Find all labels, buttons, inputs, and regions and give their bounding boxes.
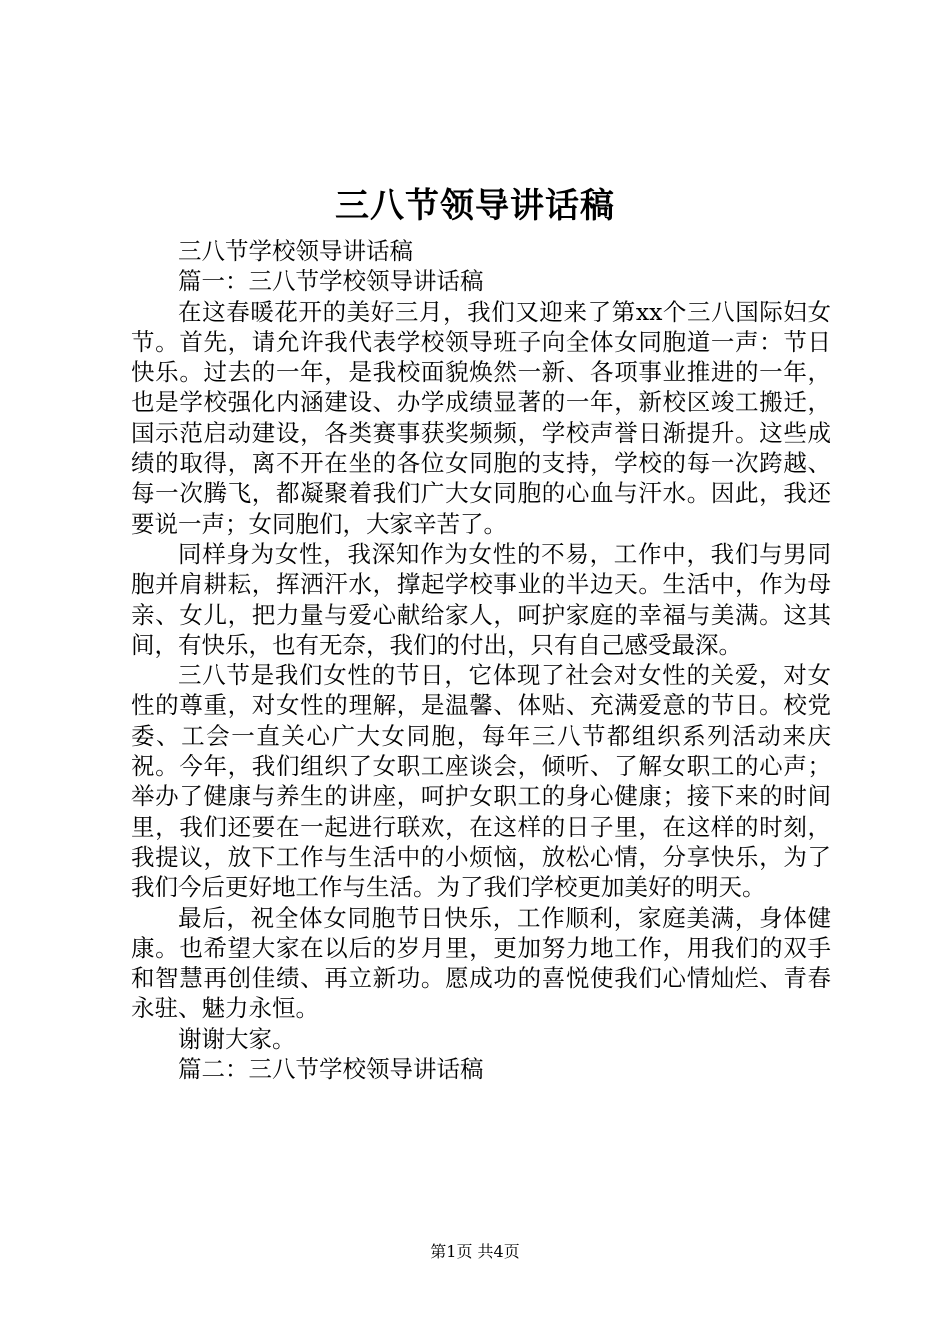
paragraph-section-two-heading: 篇二：三八节学校领导讲话稿: [178, 1055, 484, 1084]
paragraph-festival-activities: 三八节是我们女性的节日，它体现了社会对女性的关爱，对女性的尊重，对女性的理解，是温馨、体贴、充满爱意的节日。校党委、工会一直关心广大女同胞，每年三八节都组织系列活动来庆祝。今年，我们组织了女职工座谈会，倾听、了解女职工的心声；举办了健康与养生的讲座，呵护女职工的身心健康；接下来的时间里，我们还要在一起进行联欢，在这样的日子里，在这样的时刻，我提议，放下工作与生活中的小烦恼，放松心情，分享快乐，为了我们今后更好地工作与生活。为了我们学校更加美好的明天。: [131, 661, 831, 902]
paragraph-subtitle: 三八节学校领导讲话稿: [178, 237, 413, 265]
page-footer: [0, 1240, 950, 1264]
document-body: [131, 236, 831, 1084]
document-title: 三八节领导讲话稿: [335, 186, 615, 226]
paragraph-opening: 在这春暖花开的美好三月，我们又迎来了第xx个三八国际妇女节。首先，请允许我代表学校领导班子向全体女同胞道一声：节日快乐。过去的一年，是我校面貌焕然一新、各项事业推进的一年，也是学校强化内涵建设、办学成绩显著的一年，新校区竣工搬迁，国示范启动建设，各类赛事获奖频频，学校声誉日渐提升。这些成绩的取得，离不开在坐的各位女同胞的支持，学校的每一次跨越、每一次腾飞，都凝聚着我们广大女同胞的心血与汗水。因此，我还要说一声；女同胞们，大家辛苦了。: [131, 297, 831, 538]
paragraph-section-one-heading: 篇一：三八节学校领导讲话稿: [178, 267, 484, 296]
page-indicator: 第1页 共4页: [430, 1242, 520, 1261]
paragraph-closing-wishes: 最后，祝全体女同胞节日快乐，工作顺利，家庭美满，身体健康。也希望大家在以后的岁月里，更加努力地工作，用我们的双手和智慧再创佳绩、再立新功。愿成功的喜悦使我们心情灿烂、青春永驻、魅力永恒。: [131, 903, 831, 1023]
paragraph-thanks: 谢谢大家。: [178, 1024, 296, 1053]
paragraph-women-role: 同样身为女性，我深知作为女性的不易，工作中，我们与男同胞并肩耕耘，挥洒汗水，撑起学校事业的半边天。生活中，作为母亲、女儿，把力量与爱心献给家人，呵护家庭的幸福与美满。这其间，有快乐，也有无奈，我们的付出，只有自己感受最深。: [131, 539, 831, 659]
